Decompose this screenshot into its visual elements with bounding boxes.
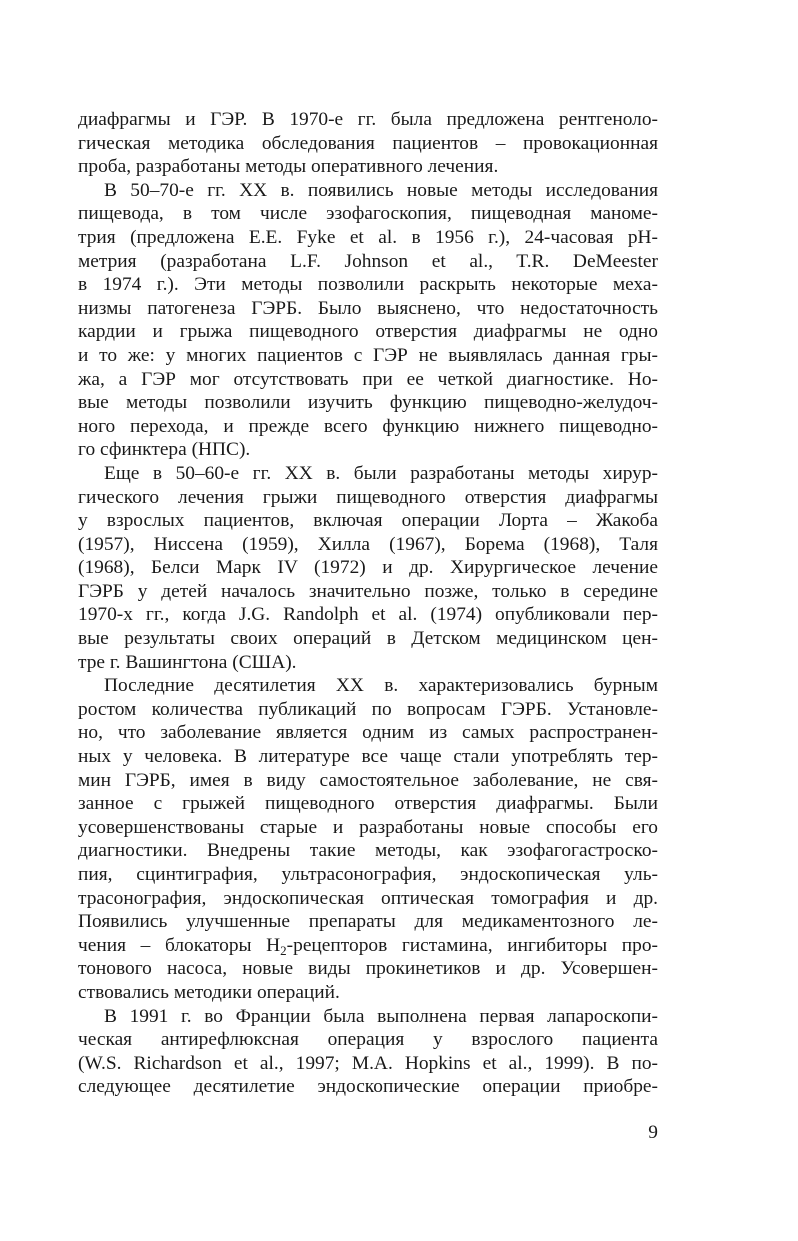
text-fragment: чения – блокаторы H [78,934,281,956]
text-line: и то же: у многих пациентов с ГЭР не выявлялась данная гры- [78,344,658,366]
text-line: занное с грыжей пищеводного отверстия диафрагмы. Были [78,793,658,815]
text-fragment: -рецепторов гистамина, ингибиторы про- [286,934,658,956]
text-line: (1968), Белси Марк IV (1972) и др. Хирургическое лечение [78,557,658,579]
text-line: у взрослых пациентов, включая операции Лорта – Жакоба [78,510,658,532]
text-line: трасонография, эндоскопическая оптическая томография и др. [78,887,658,909]
text-line: ных у человека. В литературе все чаще стали употреблять тер- [78,746,658,768]
text-line: усовершенствованы старые и разработаны новые способы его [78,816,658,838]
subscript: 2 [280,942,287,958]
text-line: ствовались методики операций. [78,981,340,1003]
text-line: Последние десятилетия XX в. характеризовались бурным [104,675,658,697]
paragraph-2 [78,179,658,462]
text-line: ГЭРБ у детей началось значительно позже, только в середине [78,580,658,602]
text-line: но, что заболевание является одним из самых распространен- [78,722,658,744]
text-line: Еще в 50–60-е гг. XX в. были разработаны методы хирур- [104,462,658,484]
text-line: трия (предложена E.E. Fyke et al. в 1956 г.), 24-часовая pH- [78,226,658,248]
text-line: пия, сцинтиграфия, ультрасонография, эндоскопическая уль- [78,864,658,885]
text-line: тонового насоса, новые виды прокинетиков и др. Усовершен- [78,958,658,980]
text-line: следующее десятилетие эндоскопические операции приобре- [78,1076,658,1098]
paragraph-4 [78,674,658,1004]
text-line: 1970-х гг., когда J.G. Randolph et al. (1974) опубликовали пер- [78,604,658,626]
text-line-h2 [78,934,658,958]
text-line: ческая антирефлюксная операция у взрослого пациента [78,1029,658,1051]
text-line: диафрагмы и ГЭР. В 1970-е гг. была предложена рентгеноло- [78,109,658,130]
page-body [78,108,658,1099]
text-line: пищевода, в том числе эзофагоскопия, пищеводная маноме- [78,203,658,225]
text-line: гическая методика обследования пациентов – провокационная [78,132,658,154]
text-line: (1957), Ниссена (1959), Хилла (1967), Борема (1968), Таля [78,533,658,555]
text-line: ростом количества публикаций по вопросам ГЭРБ. Установле- [78,698,658,720]
text-line: (W.S. Richardson et al., 1997; M.A. Hopkins et al., 1999). В по- [78,1052,658,1074]
text-line: Появились улучшенные препараты для медикаментозного ле- [78,911,658,933]
text-line: кардии и грыжа пищеводного отверстия диафрагмы не одно [78,321,658,343]
text-line: В 50–70-е гг. XX в. появились новые методы исследования [104,179,658,201]
text-line: жа, а ГЭР мог отсутствовать при ее четкой диагностике. Но- [78,368,658,390]
paragraph-3 [78,462,658,674]
page-number: 9 [648,1122,658,1143]
paragraph-1 [78,108,658,179]
text-line: вые методы позволили изучить функцию пищеводно-желудоч- [78,392,658,414]
text-line: ного перехода, и прежде всего функцию нижнего пищеводно- [78,415,658,437]
text-line: мин ГЭРБ, имея в виду самостоятельное заболевание, не свя- [78,769,658,791]
paragraph-5 [78,1005,658,1099]
text-line: проба, разработаны методы оперативного лечения. [78,156,499,178]
text-line: в 1974 г.). Эти методы позволили раскрыть некоторые меха- [78,274,658,296]
text-line: диагностики. Внедрены такие методы, как эзофагогастроско- [78,840,658,862]
text-line: гического лечения грыжи пищеводного отверстия диафрагмы [78,486,658,508]
text-line: тре г. Вашингтона (США). [78,651,297,673]
text-line: го сфинктера (НПС). [78,439,251,461]
text-line: низмы патогенеза ГЭРБ. Было выяснено, что недостаточность [78,297,658,319]
text-line: метрия (разработана L.F. Johnson et al., T.R. DeMeester [78,250,658,272]
text-line: вые результаты своих операций в Детском медицинском цен- [78,628,658,650]
text-line: В 1991 г. во Франции была выполнена первая лапароскопи- [104,1005,658,1027]
